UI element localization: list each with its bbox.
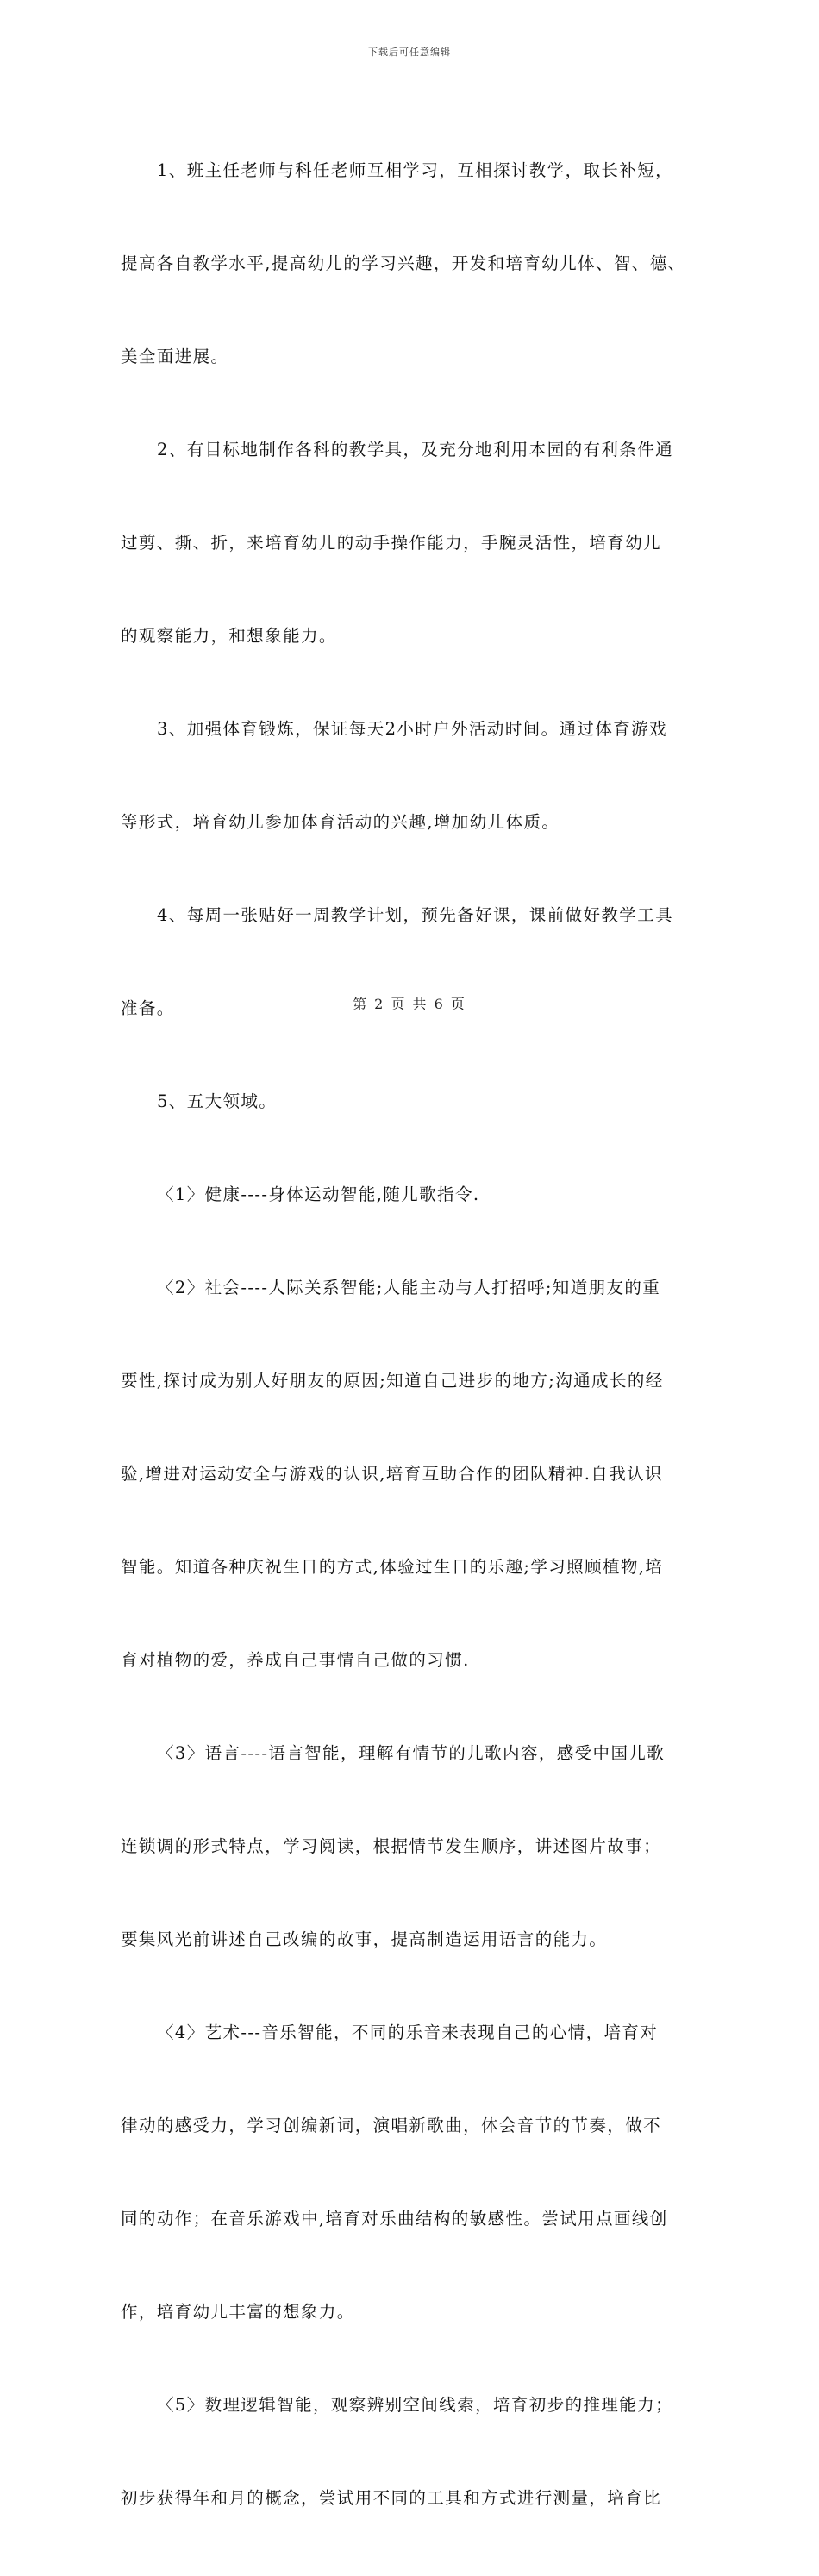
- text-line: 同的动作；在音乐游戏中,培育对乐曲结构的敏感性。尝试用点画线创: [121, 2209, 668, 2229]
- text-block: [121, 93, 707, 2576]
- text-line: 〈4〉艺术---音乐智能，不同的乐音来表现自己的心情，培育对: [157, 2023, 659, 2042]
- text-line: 育对植物的爱，养成自己事情自己做的习惯.: [121, 1650, 470, 1670]
- text-line: 初步获得年和月的概念，尝试用不同的工具和方式进行测量，培育比: [121, 2488, 662, 2508]
- text-line: 验,增进对运动安全与游戏的认识,培育互助合作的团队精神.自我认识: [121, 1464, 663, 1484]
- text-line: 〈5〉数理逻辑智能，观察辨别空间线索，培育初步的推理能力；: [157, 2395, 674, 2415]
- text-line: 连锁调的形式特点，学习阅读，根据情节发生顺序，讲述图片故事；: [121, 1836, 662, 1856]
- text-line: 4、每周一张贴好一周教学计划，预先备好课，课前做好教学工具: [157, 905, 674, 925]
- text-line: 5、五大领域。: [157, 1091, 278, 1111]
- text-line: 要集风光前讲述自己改编的故事，提高制造运用语言的能力。: [121, 1929, 608, 1949]
- text-line: 律动的感受力，学习创编新词，演唱新歌曲，体会音节的节奏，做不: [121, 2116, 662, 2135]
- text-line: 3、加强体育锻炼，保证每天2小时户外活动时间。通过体育游戏: [157, 719, 667, 739]
- text-line: 1、班主任老师与科任老师互相学习，互相探讨教学，取长补短，: [157, 160, 674, 180]
- text-line: 〈1〉健康----身体运动智能,随儿歌指令.: [157, 1185, 480, 1204]
- text-line: 准备。: [121, 998, 175, 1018]
- text-line: 提高各自教学水平,提高幼儿的学习兴趣，开发和培育幼儿体、智、德、: [121, 253, 686, 273]
- text-line: 等形式，培育幼儿参加体育活动的兴趣,增加幼儿体质。: [121, 812, 560, 832]
- page-number-footer: 第 2 页 共 6 页: [353, 996, 466, 1012]
- text-line: 2、有目标地制作各科的教学具，及充分地利用本园的有利条件通: [157, 440, 674, 460]
- text-line: 要性,探讨成为别人好朋友的原因;知道自己进步的地方;沟通成长的经: [121, 1371, 664, 1391]
- text-line: 美全面进展。: [121, 347, 229, 366]
- text-line: 〈2〉社会----人际关系智能;人能主动与人打招呼;知道朋友的重: [157, 1278, 661, 1297]
- page-header: 下载后可任意编辑: [368, 47, 451, 58]
- text-line: 过剪、撕、折，来培育幼儿的动手操作能力，手腕灵活性，培育幼儿: [121, 533, 662, 553]
- text-line: 智能。知道各种庆祝生日的方式,体验过生日的乐趣;学习照顾植物,培: [121, 1557, 664, 1577]
- text-line: 作，培育幼儿丰富的想象力。: [121, 2302, 355, 2322]
- text-line: 的观察能力，和想象能力。: [121, 626, 337, 646]
- document-body: [121, 93, 707, 2576]
- text-line: 〈3〉语言----语言智能，理解有情节的儿歌内容，感受中国儿歌: [157, 1743, 666, 1763]
